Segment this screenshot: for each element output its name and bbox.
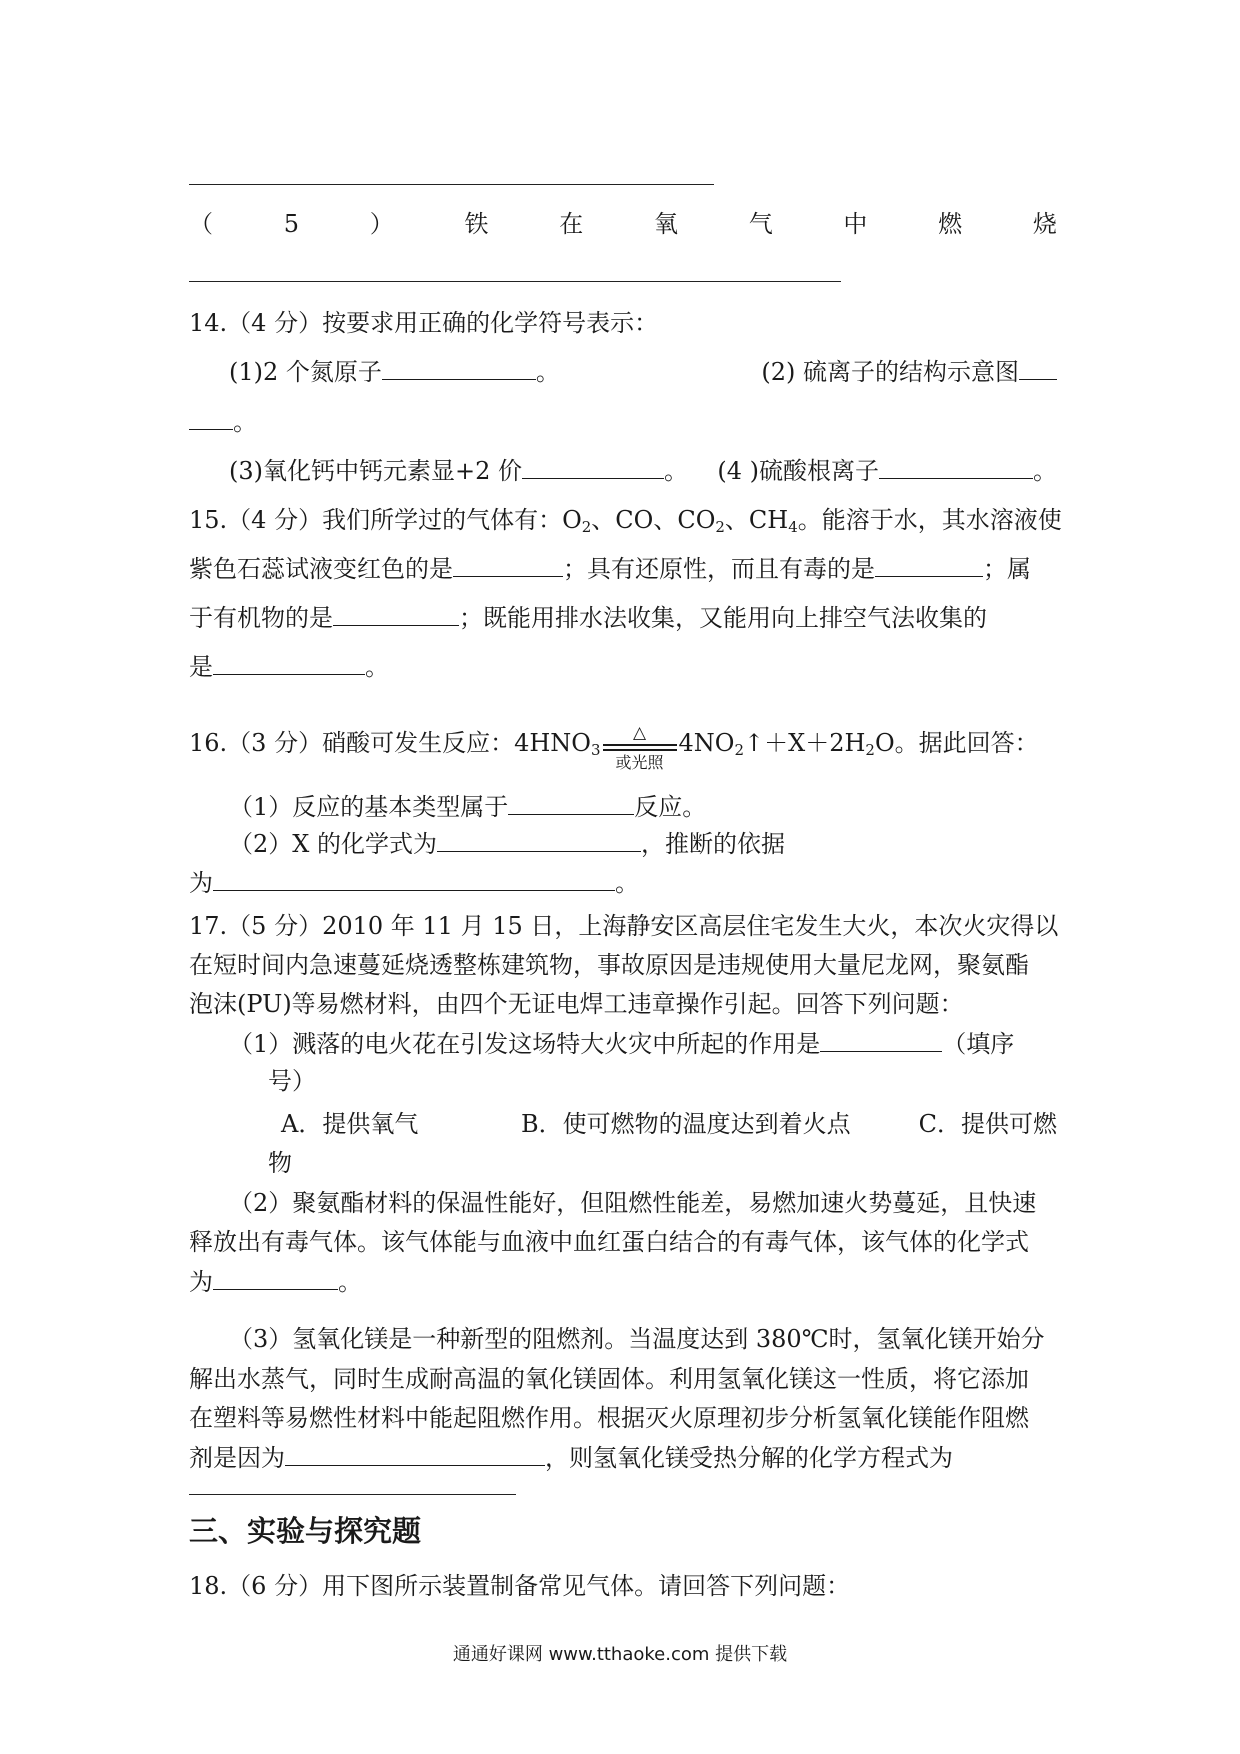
answer-line (189, 184, 714, 185)
subscript: 2 (734, 741, 744, 759)
q13-item5-open: （ (189, 210, 213, 238)
q15-text: 是 (189, 653, 213, 681)
answer-blank[interactable] (285, 1443, 545, 1466)
q18-stem: 18.（6 分）用下图所示装置制备常见气体。请回答下列问题： (189, 1572, 851, 1600)
q17-part1-cont: 号） (268, 1067, 316, 1095)
equals-line (603, 749, 677, 751)
page-footer: 通通好课网 www.tthaoke.com 提供下载 (452, 1644, 788, 1665)
equals-line (603, 744, 677, 746)
q15-text: 紫色石蕊试液变红色的是 (189, 555, 453, 583)
q13-item5 (189, 207, 1057, 241)
heat-symbol: △ (632, 723, 647, 743)
q15-text: ；属 (983, 555, 1031, 583)
q14-part2 (745, 355, 1057, 389)
q13-item5-char: 气 (748, 210, 773, 238)
q17-part3-line3: 在塑料等易燃性材料中能起阻燃作用。根据灭火原理初步分析氢氧化镁能作阻燃 (189, 1404, 1029, 1432)
q16-stem (189, 723, 1057, 772)
q17-text: ，则氢氧化镁受热分解的化学方程式为 (545, 1444, 953, 1472)
q15-line4 (189, 650, 1057, 684)
q16-part1 (229, 790, 1057, 824)
q16-part2 (229, 827, 1057, 861)
q17-option-b: B．使可燃物的温度达到着火点 (521, 1110, 851, 1138)
punctuation: 。 (365, 653, 389, 681)
subscript: 2 (581, 518, 592, 536)
condition-text: 或光照 (615, 753, 664, 772)
answer-blank[interactable] (426, 357, 492, 380)
q17-text: 为 (189, 1268, 213, 1296)
answer-blank[interactable] (189, 407, 233, 430)
answer-line (189, 281, 841, 282)
punctuation: 。 (535, 358, 560, 386)
q17-option-a: A．提供氧气 (281, 1110, 419, 1138)
q17-text: （填序 (942, 1030, 1015, 1058)
q17-part3-line2: 解出水蒸气，同时生成耐高温的氧化镁固体。利用氢氧化镁这一性质，将它添加 (189, 1365, 1029, 1393)
punctuation: 。 (233, 408, 257, 436)
punctuation: 。 (338, 1268, 362, 1296)
answer-blank[interactable] (562, 456, 644, 479)
answer-blank[interactable] (919, 456, 1003, 479)
punctuation: 。 (615, 869, 639, 897)
punctuation: 。 (664, 457, 689, 485)
q13-item5-char: 氧 (653, 210, 678, 238)
answer-blank[interactable] (522, 456, 562, 479)
q17-line1: 17.（5 分）2010 年 11 月 15 日，上海静安区高层住宅发生大火，本次火灾得以 (189, 912, 1059, 940)
reaction-condition (601, 723, 679, 772)
q13-item5-close: ） (369, 210, 394, 238)
answer-blank[interactable] (213, 652, 365, 675)
q17-part3-line4 (189, 1441, 1057, 1475)
answer-blank[interactable] (437, 829, 641, 852)
answer-blank[interactable] (213, 1267, 338, 1290)
q16-text: （1）反应的基本类型属于 (229, 793, 509, 821)
q16-text: O。据此回答： (874, 729, 1039, 757)
q15-text: ；既能用排水法收集，又能用向上排空气法收集的 (459, 604, 987, 632)
answer-blank[interactable] (333, 603, 459, 626)
q14-part2-label: (2) 硫离子的结构示意图 (761, 358, 1019, 386)
q14-part4 (711, 454, 1057, 488)
section-heading: 三、实验与探究题 (189, 1514, 422, 1548)
q16-text: 4NO (678, 729, 735, 757)
q13-item5-char: 烧 (1032, 210, 1057, 238)
q16-text: 反应。 (634, 793, 707, 821)
punctuation: 。 (1033, 457, 1057, 485)
subscript: 4 (788, 518, 798, 536)
q14-part4-label: (4 )硫酸根离子 (717, 457, 879, 485)
q13-item5-char: 燃 (938, 210, 963, 238)
q15-text: 。能溶于水，其水溶液使 (797, 506, 1062, 534)
q16-text: （2）X 的化学式为 (229, 830, 437, 858)
answer-blank[interactable] (1019, 357, 1057, 380)
answer-blank[interactable] (879, 456, 919, 479)
q13-item5-char: 中 (843, 210, 868, 238)
q17-line3: 泡沫(PU)等易燃材料，由四个无证电焊工违章操作引起。回答下列问题： (189, 990, 964, 1018)
answer-blank[interactable] (453, 554, 563, 577)
q15-text: 15.（4 分）我们所学过的气体有：O (189, 506, 582, 534)
q17-option-c: C．提供可燃 (918, 1110, 1057, 1138)
q15-text: ；具有还原性，而且有毒的是 (563, 555, 875, 583)
q15-text: 于有机物的是 (189, 604, 333, 632)
q17-option-c-cont: 物 (268, 1149, 292, 1177)
q13-item5-char: 铁 (464, 210, 489, 238)
answer-blank[interactable] (213, 868, 615, 891)
answer-blank[interactable] (382, 357, 426, 380)
q17-part2-line2: 释放出有毒气体。该气体能与血液中血红蛋白结合的有毒气体，该气体的化学式 (189, 1228, 1029, 1256)
q17-text: 剂是因为 (189, 1444, 285, 1472)
q14-part1: (1)2 个氮原子 (229, 358, 382, 386)
q13-item5-num: 5 (283, 210, 300, 238)
q17-part2-line3 (189, 1265, 1057, 1299)
q17-part1 (229, 1027, 1057, 1061)
q17-part3-line1: （3）氢氧化镁是一种新型的阻燃剂。当温度达到 380℃时，氢氧化镁开始分 (229, 1325, 1045, 1353)
q14-part2-cont (189, 405, 1057, 439)
answer-line (189, 1494, 516, 1495)
q15-text: 、CH (724, 506, 789, 534)
q15-text: 、CO、CO (591, 506, 716, 534)
answer-blank[interactable] (820, 1029, 942, 1052)
q16-part3 (189, 866, 1057, 900)
q16-text: ，推断的依据 (640, 830, 785, 858)
q17-part2-line1: （2）聚氨酯材料的保温性能好，但阻燃性能差，易燃加速火势蔓延，且快速 (229, 1189, 1037, 1217)
answer-blank[interactable] (875, 554, 983, 577)
answer-blank[interactable] (1003, 456, 1033, 479)
q14-stem: 14.（4 分）按要求用正确的化学符号表示： (189, 309, 659, 337)
subscript: 2 (865, 741, 875, 759)
answer-blank[interactable] (508, 792, 634, 815)
q16-text: 16.（3 分）硝酸可发生反应：4HNO (189, 729, 591, 757)
q15-line3 (189, 601, 1057, 635)
q17-line2: 在短时间内急速蔓延烧透整栋建筑物，事故原因是违规使用大量尼龙网，聚氨酯 (189, 951, 1029, 979)
answer-blank[interactable] (492, 357, 536, 380)
answer-blank[interactable] (644, 456, 664, 479)
q14-part3: (3)氧化钙中钙元素显+2 价 (229, 457, 523, 485)
q15-line2 (189, 552, 1057, 586)
q15-line1 (189, 503, 1062, 537)
q16-text: ↑＋X＋2H (744, 729, 866, 757)
subscript: 3 (590, 741, 601, 759)
subscript: 2 (715, 518, 725, 536)
q17-text: （1）溅落的电火花在引发这场特大火灾中所起的作用是 (229, 1030, 821, 1058)
q13-item5-char: 在 (559, 210, 584, 238)
q16-text: 为 (189, 869, 213, 897)
